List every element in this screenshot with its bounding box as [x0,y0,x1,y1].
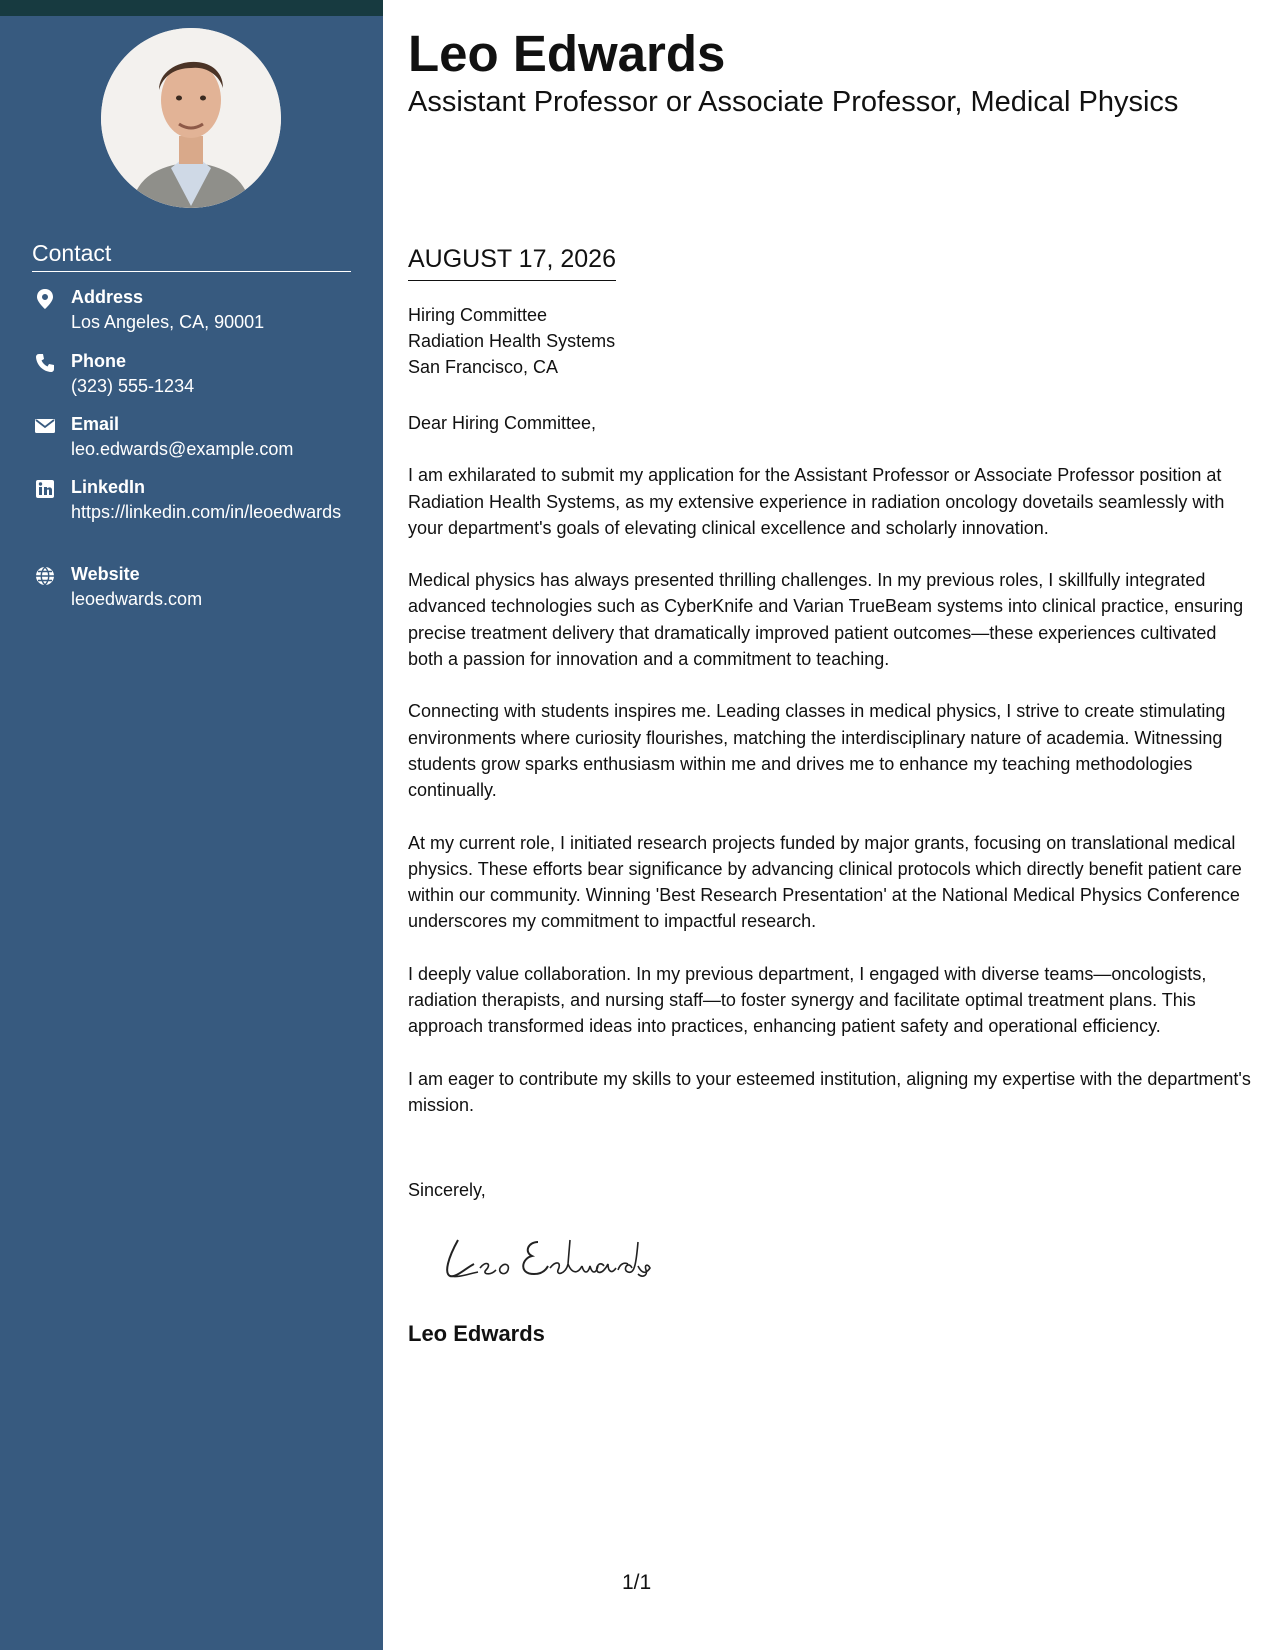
globe-icon [34,565,56,587]
address-label: Address [71,287,144,307]
closing: Sincerely, [408,1180,486,1200]
phone-label: Phone [71,351,127,371]
map-pin-icon [34,288,56,310]
letter-date: AUGUST 17, 2026 [408,244,616,281]
letter-paragraph: At my current role, I initiated research projects funded by major grants, focusing on translational medical physics. These efforts bear significance by advancing clinical protocols which directly benefit patient care within our community. Winning 'Best Research Presentation' at the National Medical Physics Conference underscores my commitment to impactful research. [408,832,1242,932]
page-number: 1/1 [622,1571,652,1594]
job-title: Assistant Professor or Associate Professor, Medical Physics [408,86,1179,118]
email-value[interactable]: leo.edwards@example.com [71,439,294,459]
recipient-line: San Francisco, CA [408,357,559,377]
linkedin-value[interactable]: https://linkedin.com/in/leoedwards [71,502,342,522]
sidebar [0,0,383,1650]
salutation: Dear Hiring Committee, [408,413,597,433]
profile-photo [101,28,281,208]
linkedin-icon [34,478,56,500]
address-value: Los Angeles, CA, 90001 [71,312,265,332]
letter-paragraph: Connecting with students inspires me. Leading classes in medical physics, I strive to create stimulating environments where curiosity flourishes, matching the interdisciplinary nature of academia. Witnessing students grow sparks enthusiasm within me and drives me to enhance my teaching methodologies continually. [408,701,1226,801]
letter-paragraph: I deeply value collaboration. In my previous department, I engaged with diverse teams—oncologists, radiation therapists, and nursing staff—to foster synergy and facilitate optimal treatment plans. This approach transformed ideas into practices, enhancing patient safety and operational efficiency. [408,963,1207,1037]
linkedin-label: LinkedIn [71,477,146,497]
signature-image [438,1228,658,1288]
recipient-block [408,302,615,380]
sidebar-top-bar [0,0,383,16]
recipient-line: Hiring Committee [408,305,548,325]
letter-paragraph: I am eager to contribute my skills to your esteemed institution, aligning my expertise with the department's mission. [408,1068,1251,1115]
envelope-icon [34,415,56,437]
website-label: Website [71,564,140,584]
phone-icon [34,352,56,374]
website-value[interactable]: leoedwards.com [71,589,203,609]
letter-paragraph: I am exhilarated to submit my application for the Assistant Professor or Associate Professor position at Radiation Health Systems, as my extensive experience in radiation oncology dovetails seamlessly with your department's goals of elevating clinical excellence and scholarly innovation. [408,465,1225,538]
applicant-name: Leo Edwards [408,25,726,82]
letter-body [408,410,1254,1144]
letter-paragraph: Medical physics has always presented thrilling challenges. In my previous roles, I skillfully integrated advanced technologies such as CyberKnife and Varian TrueBeam systems into clinical practice, ensuring precise treatment delivery that dramatically improved patient outcomes—these experiences cultivated both a passion for innovation and a commitment to teaching. [408,570,1244,670]
email-label: Email [71,414,120,434]
contact-heading: Contact [32,240,351,272]
signed-name: Leo Edwards [408,1321,545,1346]
phone-value: (323) 555-1234 [71,376,195,396]
recipient-line: Radiation Health Systems [408,331,616,351]
